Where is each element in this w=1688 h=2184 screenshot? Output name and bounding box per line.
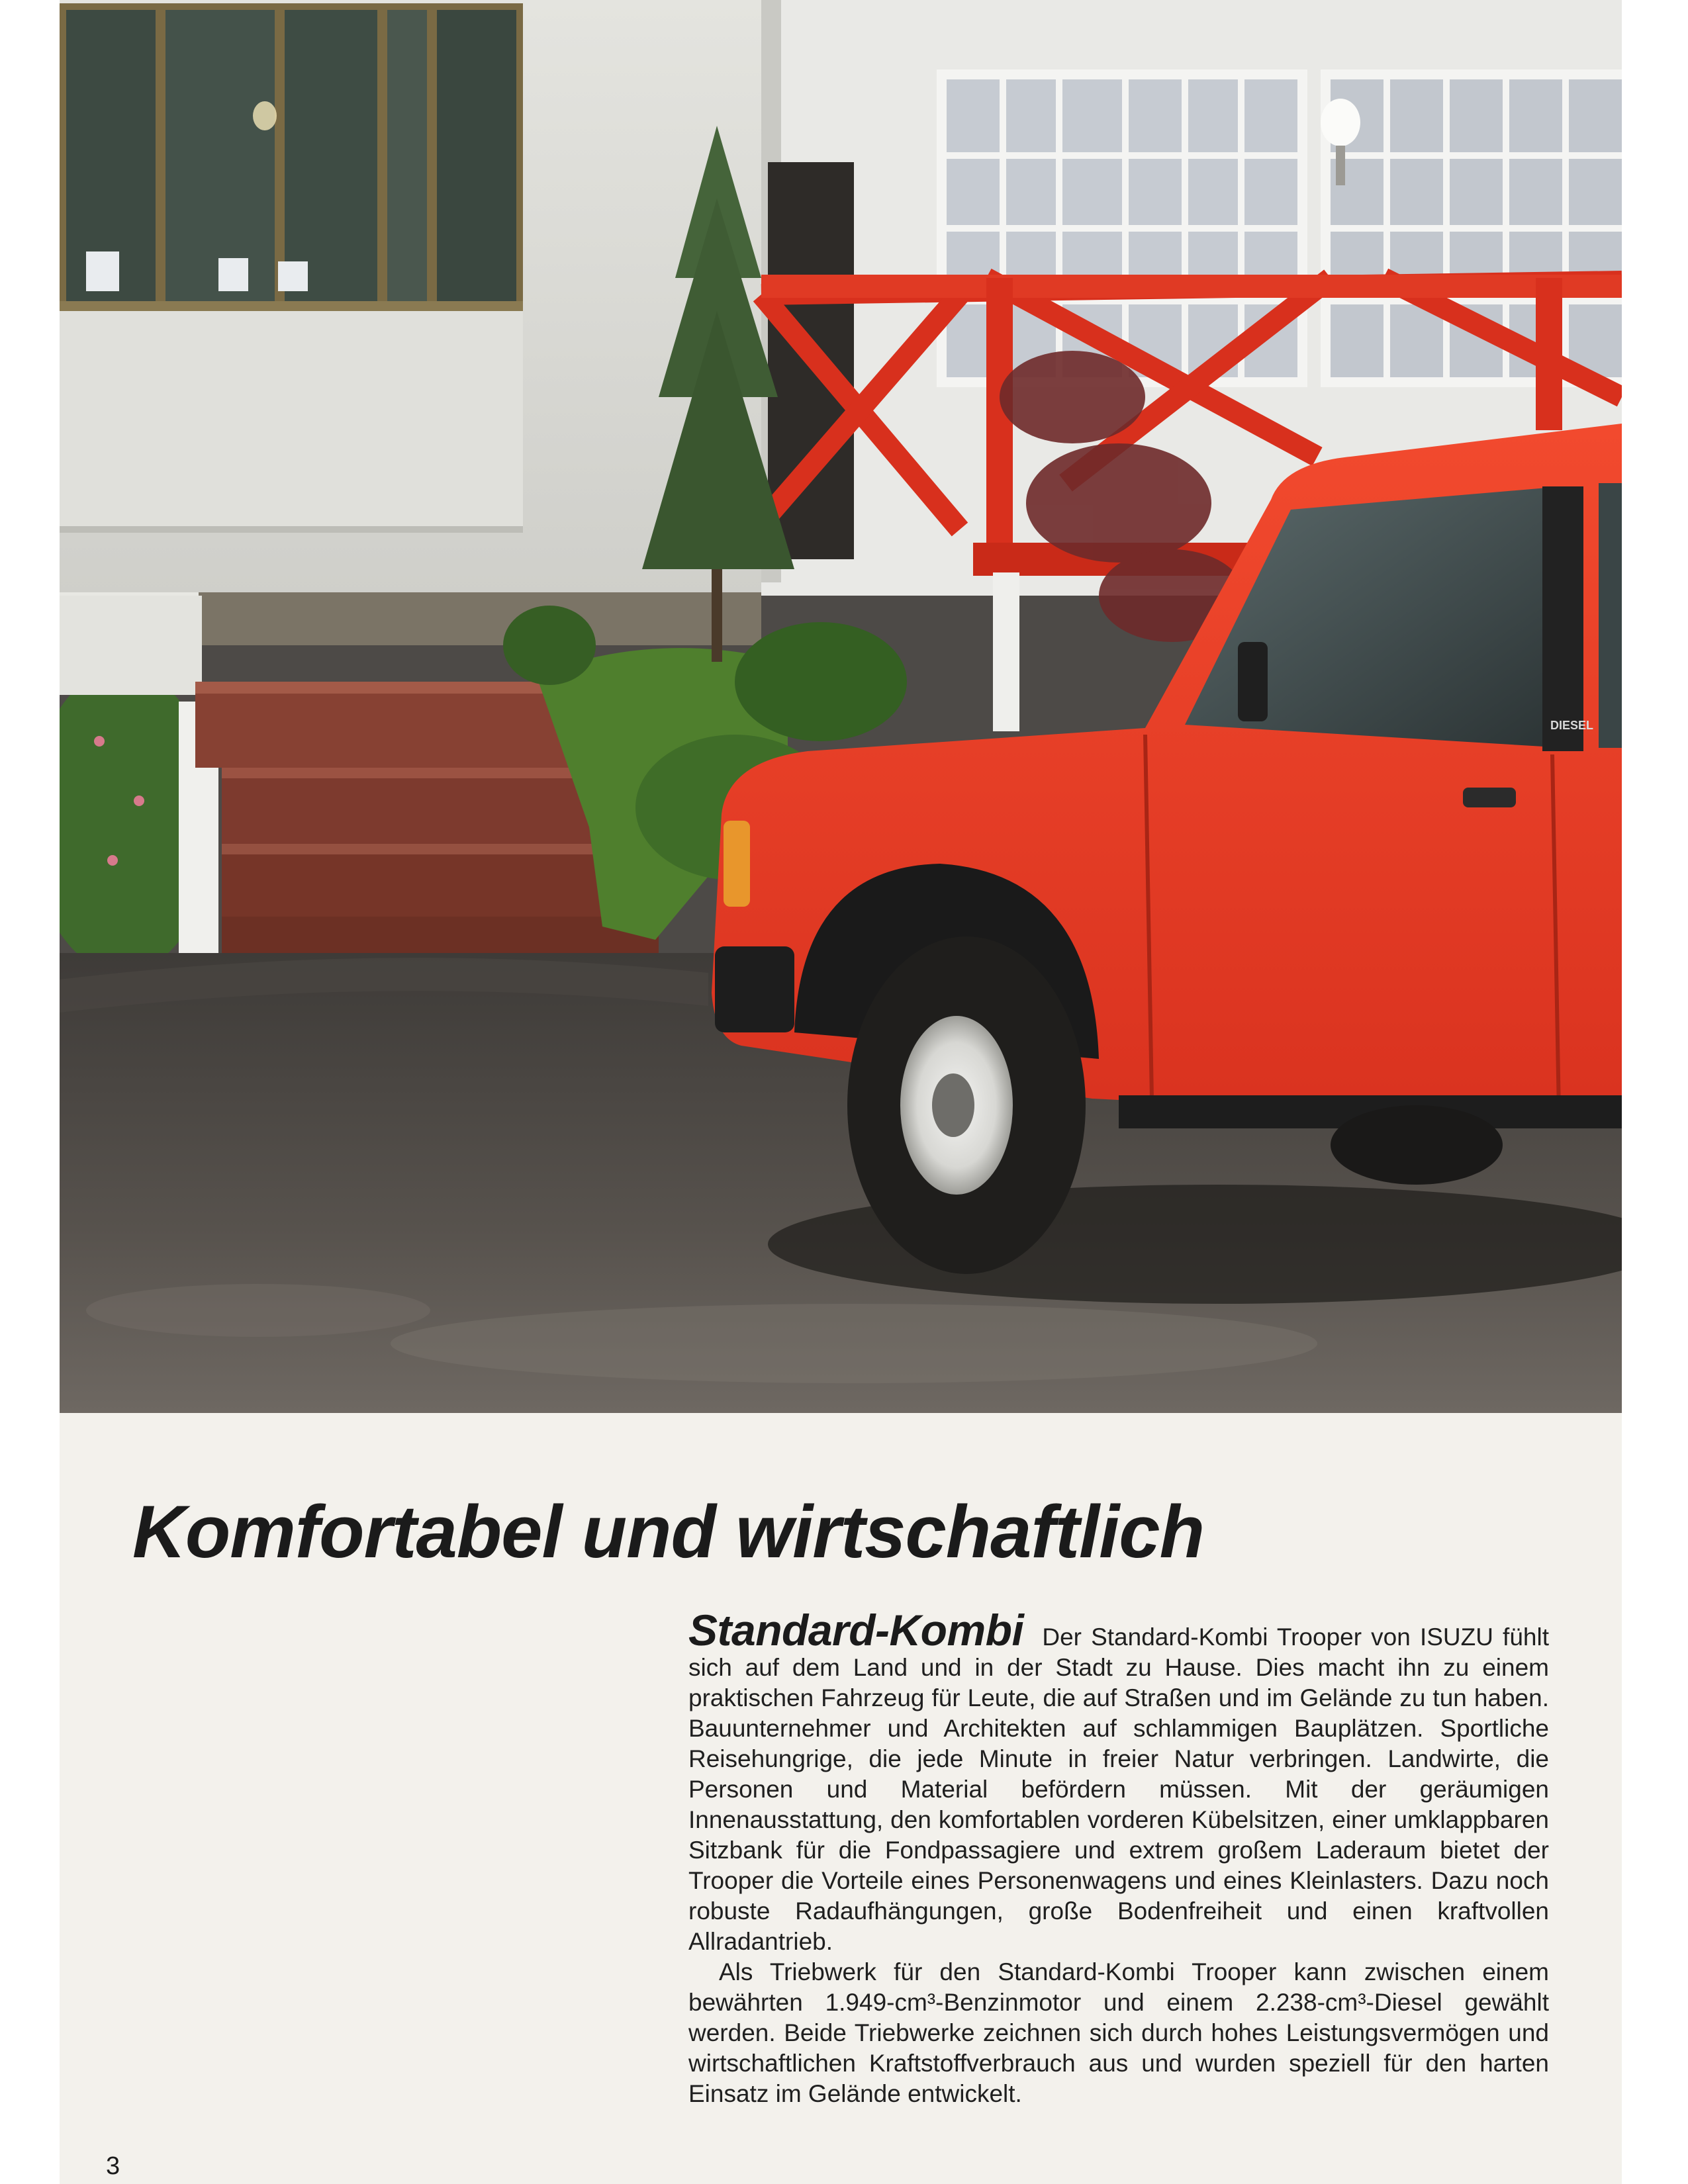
front-bumper bbox=[715, 946, 794, 1032]
diesel-badge: DIESEL bbox=[1550, 719, 1594, 732]
paragraph-2: Als Triebwerk für den Standard-Kombi Trooper kann zwischen einem bewährten 1.949-cm³-Benzinmotor und einem 2.238-cm³-Diesel gewählt werden. Beide Triebwerke zeichnen sich durch hohes Leistungsvermögen und wirtschaftlichen Kraftstoffverbrauch aus und wurden speziell für den harten Einsatz im Gelände entwickelt. bbox=[688, 1958, 1549, 2107]
paragraph-1 bbox=[688, 1606, 1549, 1957]
paragraph-1-text: Der Standard-Kombi Trooper von ISUZU fühlt sich auf dem Land und in der Stadt zu Hause. Dies macht ihn zu einem praktischen Fahrzeug für Leute, die auf Straßen und im Gelände zu tun haben. Bauunternehmer und Architekten auf schlammigen Bauplätzen. Sportliche Reisehungrige, die jede Minute in freier Natur verbringen. Landwirte, die Personen und Material befördern müssen. Mit der geräumigen Innenausstattung, den komfortablen vorderen Kübelsitzen, einer umklappbaren Sitzbank für die Fondpassagiere und extrem großem Laderaum bietet der Trooper die Vorteile eines Personenwagens und eines Kleinlasters. Dazu noch robuste Radaufhängungen, große Bodenfreiheit und einen kraftvollen Allradantrieb. bbox=[688, 1623, 1549, 1955]
side-mirror bbox=[1238, 642, 1268, 721]
window-left bbox=[60, 3, 523, 311]
front-wheel bbox=[847, 936, 1086, 1274]
page-headline: Komfortabel und wirtschaftlich bbox=[132, 1490, 1204, 1573]
hero-photo bbox=[60, 0, 1622, 1413]
section-subhead: Standard-Kombi bbox=[688, 1606, 1024, 1655]
door-handle bbox=[1463, 788, 1516, 807]
turn-indicator bbox=[724, 821, 750, 907]
article-body bbox=[688, 1606, 1549, 2109]
page-number: 3 bbox=[106, 2152, 120, 2180]
